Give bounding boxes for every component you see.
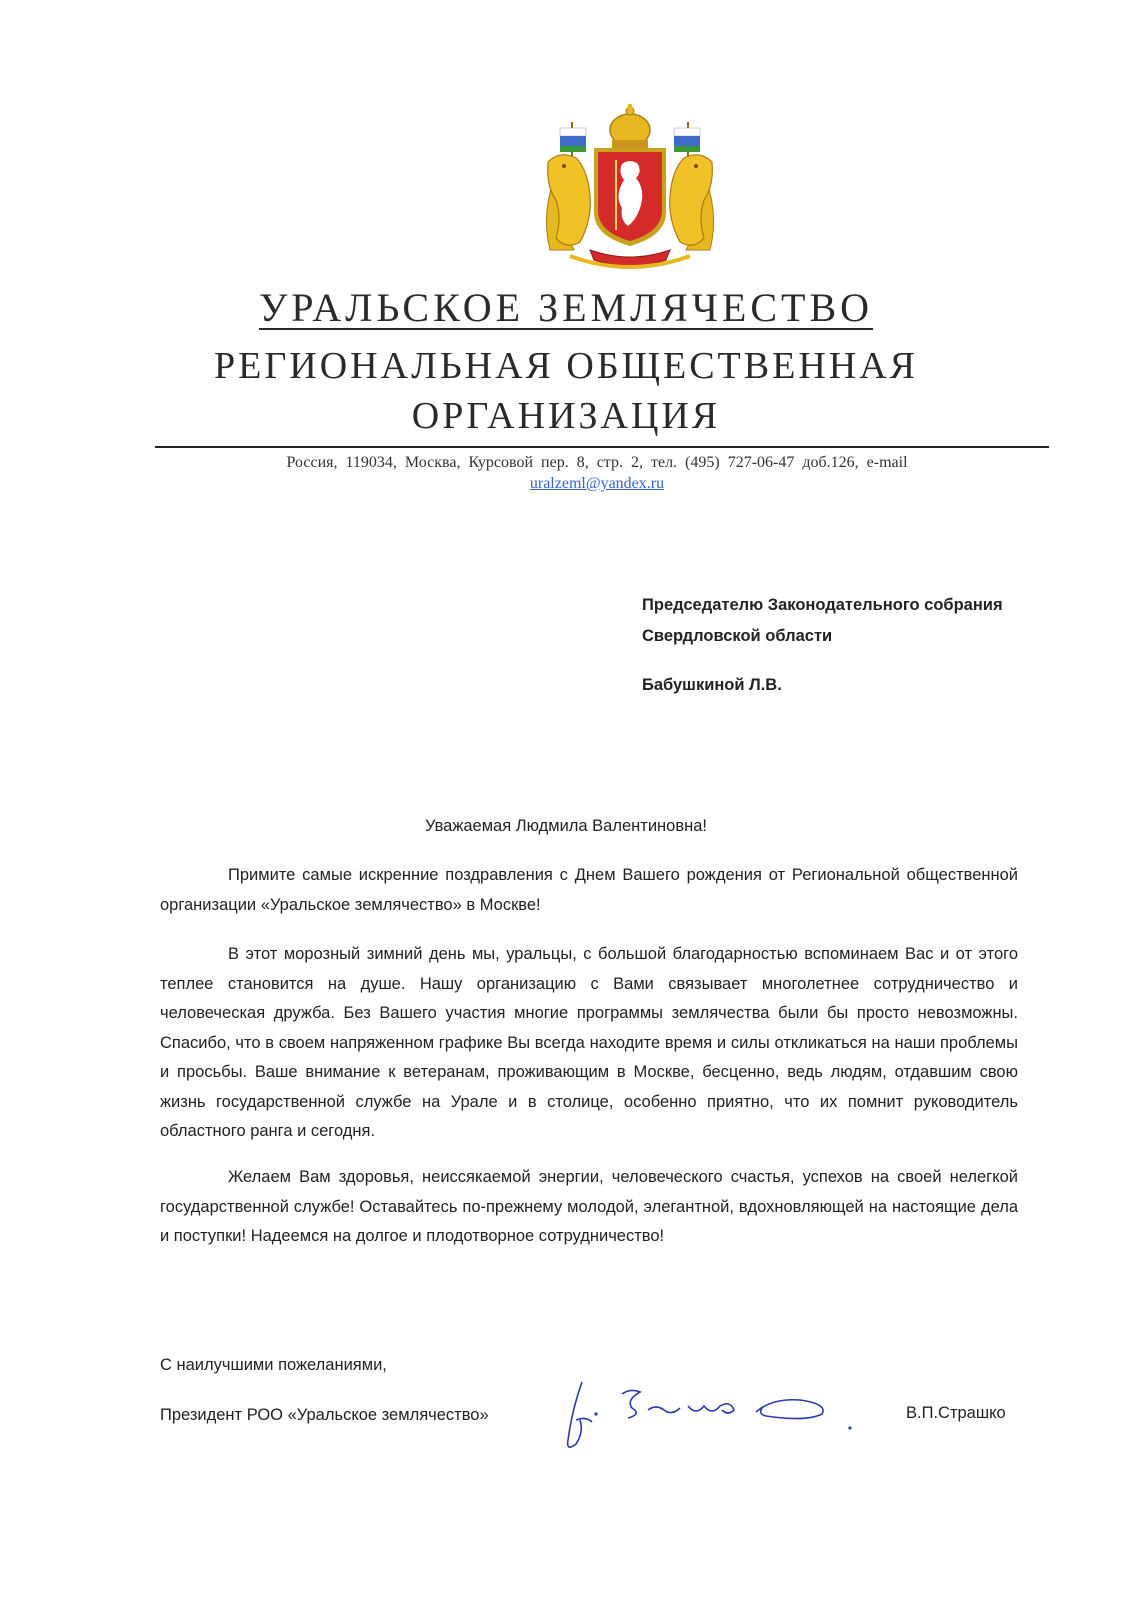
paragraph-wishes: Желаем Вам здоровья, неиссякаемой энергии, человеческого счастья, успехов на своей нелегкой государственной службе! Оставайтесь по-прежнему молодой, элегантной, вдохновляющей на настоящие дела и поступки! Надеемся на долгое и плодотворное сотрудничество! bbox=[160, 1168, 1018, 1245]
email-link[interactable]: uralzeml@yandex.ru bbox=[529, 475, 665, 492]
addressee-block bbox=[642, 590, 1003, 701]
header-divider bbox=[155, 446, 1049, 448]
org-type-line2: ОРГАНИЗАЦИЯ bbox=[411, 395, 721, 437]
org-name-title: УРАЛЬСКОЕ ЗЕМЛЯЧЕСТВО bbox=[258, 285, 874, 330]
addressee-line2: Свердловской области bbox=[642, 627, 833, 645]
address-line: Россия, 119034, Москва, Курсовой пер. 8, стр. 2, тел. (495) 727-06-47 доб.126, e-mail bbox=[286, 454, 908, 471]
paragraph-gratitude: В этот морозный зимний день мы, уральцы, с большой благодарностью вспоминаем Вас и от этого теплее становится на душе. Нашу организацию с Вами связывает многолетнее сотрудничество и человеческая дружба. Без Вашего участия многие программы землячества были бы просто невозможны. Спасибо, что в своем напряженном графике Вы всегда находите время и силы откликаться на наши проблемы и просьбы. Ваше внимание к ветеранам, проживающим в Москве, бесценно, ведь людям, отдавшим свою жизнь государственной службе на Урале и в столице, особенно приятно, что их помнит руководитель областного ранга и сегодня. bbox=[160, 945, 1018, 1140]
coat-of-arms-emblem bbox=[530, 100, 730, 278]
closing-line: С наилучшими пожеланиями, bbox=[160, 1356, 387, 1374]
signer-name: В.П.Страшко bbox=[906, 1404, 1006, 1422]
shield-icon bbox=[594, 148, 666, 246]
signer-role: Президент РОО «Уральское землячество» bbox=[160, 1406, 489, 1424]
addressee-line1: Председателю Законодательного собрания bbox=[642, 596, 1003, 614]
addressee-name: Бабушкиной Л.В. bbox=[642, 676, 782, 694]
paragraph-congratulations: Примите самые искренние поздравления с Днем Вашего рождения от Региональной общественной организации «Уральское землячество» в Москве! bbox=[160, 866, 1018, 914]
org-type-line1: РЕГИОНАЛЬНАЯ ОБЩЕСТВЕННАЯ bbox=[213, 345, 918, 387]
contacts-block bbox=[150, 452, 1044, 494]
salutation: Уважаемая Людмила Валентиновна! bbox=[425, 817, 707, 835]
handwritten-signature bbox=[560, 1370, 880, 1470]
crown-icon bbox=[610, 104, 650, 148]
